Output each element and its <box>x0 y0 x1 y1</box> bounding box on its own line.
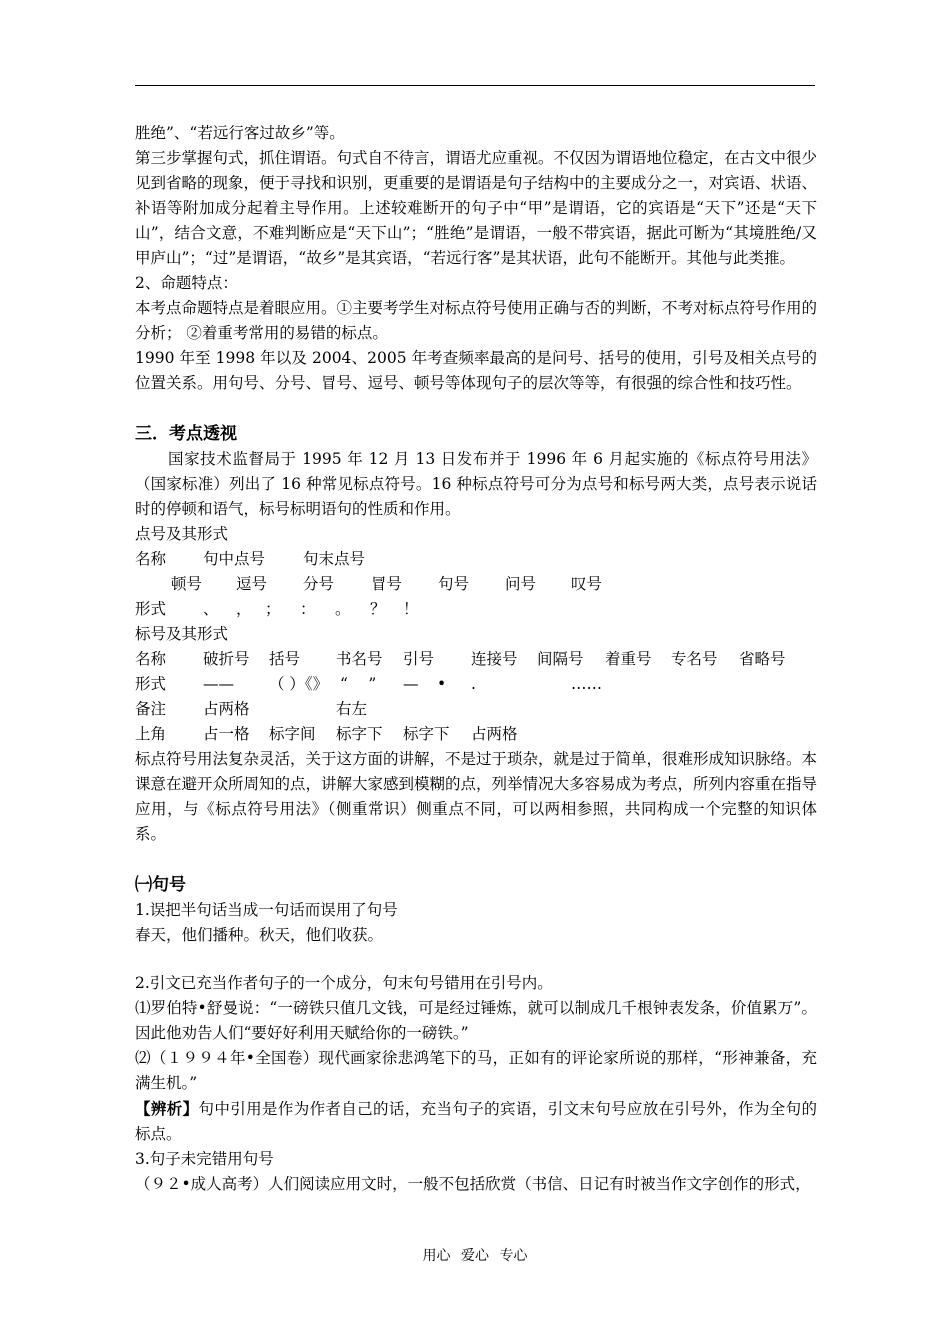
table-cell: 顿号 <box>171 575 203 593</box>
page-footer: 用心 爱心 专心 <box>422 1248 528 1264</box>
table-cell: 叹号 <box>571 575 603 593</box>
table-cell: • <box>437 675 447 693</box>
header-rule <box>135 85 815 86</box>
table-cell: 书名号 <box>336 650 383 668</box>
table-cell: 名称 <box>135 650 167 668</box>
table-cell: . <box>471 675 476 693</box>
example: （９２•成人高考）人们阅读应用文时，一般不包括欣赏（书信、日记有时被当作文字创作的形式， <box>135 1175 811 1193</box>
table-cell: 标字间 <box>269 725 316 743</box>
table-cell: 标字下 <box>403 725 450 743</box>
subsection-heading: ㈠句号 <box>135 875 186 895</box>
biaohao-row-name <box>135 647 817 672</box>
table-cell: 省略号 <box>739 650 786 668</box>
section-heading: 三．考点透视 <box>135 424 237 444</box>
table-cell: 、 <box>203 600 219 618</box>
table-cell: 引号 <box>403 650 435 668</box>
dianhao-row-types <box>135 572 817 597</box>
table-cell: 上角 <box>135 725 167 743</box>
table-cell: 标字下 <box>336 725 383 743</box>
table-cell: ； <box>265 600 281 618</box>
table-cell: 括号 <box>269 650 301 668</box>
table-cell: 占一格 <box>203 725 250 743</box>
paragraph: 1990 年至 1998 年以及 2004、2005 年考查频率最高的是问号、括号的使用，引号及相关点号的位置关系。用句号、分号、冒号、逗号、顿号等体现句子的层次等等，有很强的综合性和技巧性。 <box>135 349 817 392</box>
item-title: 1.误把半句话当成一句话而误用了句号 <box>135 901 398 919</box>
table-cell: “ ” <box>340 675 377 693</box>
table-title: 点号及其形式 <box>135 525 229 543</box>
biaohao-row-position <box>135 722 817 747</box>
table-cell: 破折号 <box>203 650 250 668</box>
dianhao-row-forms <box>135 597 817 622</box>
item-title: 3.句子未完错用句号 <box>135 1150 274 1168</box>
table-cell: 右左 <box>336 700 368 718</box>
table-cell: — <box>403 675 419 693</box>
item-title: 2.引文已充当作者句子的一个成分，句末句号错用在引号内。 <box>135 974 553 992</box>
table-cell: 名称 <box>135 550 167 568</box>
table-cell: ？ <box>370 600 386 618</box>
table-cell: 形式 <box>135 675 167 693</box>
biaohao-row-forms <box>135 672 817 697</box>
table-title: 标号及其形式 <box>135 625 229 643</box>
example: 春天，他们播种。秋天，他们收获。 <box>135 926 384 944</box>
analysis-text: 句中引用是作为作者自己的话，充当句子的宾语，引文末句号应放在引号外，作为全句的标点。 <box>135 1100 817 1143</box>
table-cell: …… <box>571 675 602 693</box>
table-cell: 连接号 <box>471 650 518 668</box>
table-cell: 备注 <box>135 700 167 718</box>
paragraph: 标点符号用法复杂灵活，关于这方面的讲解，不是过于琐杂，就是过于简单，很难形成知识脉络。本课意在避开众所周知的点，讲解大家感到模糊的点，列举情况大多容易成为考点，所列内容重在指导应用，与《标点符号用法》（侧重常识）侧重点不同，可以两相参照，共同构成一个完整的知识体系。 <box>135 750 818 843</box>
table-cell: 句中点号 <box>203 550 266 568</box>
analysis <box>135 1096 817 1147</box>
table-cell: 。 <box>335 600 351 618</box>
analysis-tag: 【辨析】 <box>135 1099 199 1118</box>
table-cell: 形式 <box>135 600 167 618</box>
table-cell: 占两格 <box>471 725 518 743</box>
table-cell: 句末点号 <box>303 550 366 568</box>
table-cell: 占两格 <box>203 700 250 718</box>
table-cell: ！ <box>403 600 419 618</box>
paragraph: 本考点命题特点是着眼应用。①主要考学生对标点符号使用正确与否的判断，不考对标点符号作用的分析； ②着重考常用的易错的标点。 <box>135 299 818 342</box>
document-body <box>135 121 817 1197</box>
table-cell: 冒号 <box>371 575 403 593</box>
table-cell: （ ）《》 <box>269 675 329 693</box>
table-cell: 专名号 <box>671 650 718 668</box>
subheading: 2、命题特点： <box>135 274 238 292</box>
table-cell: 分号 <box>303 575 335 593</box>
table-cell: 着重号 <box>605 650 652 668</box>
table-cell: ： <box>300 600 316 618</box>
example: ⑴罗伯特•舒曼说：“一磅铁只值几文钱，可是经过锤炼，就可以制成几千根钟表发条，价值累万”。因此他劝告人们“要好好利用天赋给你的一磅铁。” <box>135 999 817 1042</box>
example: ⑵（１９９４年•全国卷）现代画家徐悲鸿笔下的马，正如有的评论家所说的那样，“形神兼备，充满生机。” <box>135 1049 817 1092</box>
table-cell: —— <box>203 675 234 693</box>
paragraph: 国家技术监督局于 1995 年 12 月 13 日发布并于 1996 年 6 月起实施的《标点符号用法》（国家标准）列出了 16 种常见标点符号。16 种标点符号可分为点号和标号两大类，点号表示说话时的停顿和语气，标号标明语句的性质和作用。 <box>135 450 817 518</box>
biaohao-row-notes <box>135 697 817 722</box>
paragraph: 胜绝”、“若远行客过故乡”等。 <box>135 124 345 142</box>
table-cell: 间隔号 <box>537 650 584 668</box>
table-cell: 问号 <box>505 575 537 593</box>
table-cell: ， <box>236 600 252 618</box>
table-cell: 句号 <box>438 575 470 593</box>
table-cell: 逗号 <box>236 575 268 593</box>
paragraph: 第三步掌握句式，抓住谓语。句式自不待言，谓语尤应重视。不仅因为谓语地位稳定，在古文中很少见到省略的现象，便于寻找和识别，更重要的是谓语是句子结构中的主要成分之一，对宾语、状语、补语等附加成分起着主导作用。上述较难断开的句子中“甲”是谓语，它的宾语是“天下”还是“天下山”，结合文意，不难判断应是“天下山”；“胜绝”是谓语，一般不带宾语，据此可断为“其境胜绝/又甲庐山”；“过”是谓语，“故乡”是其宾语，“若远行客”是其状语，此句不能断开。其他与此类推。 <box>135 149 818 267</box>
dianhao-row-name <box>135 547 817 572</box>
